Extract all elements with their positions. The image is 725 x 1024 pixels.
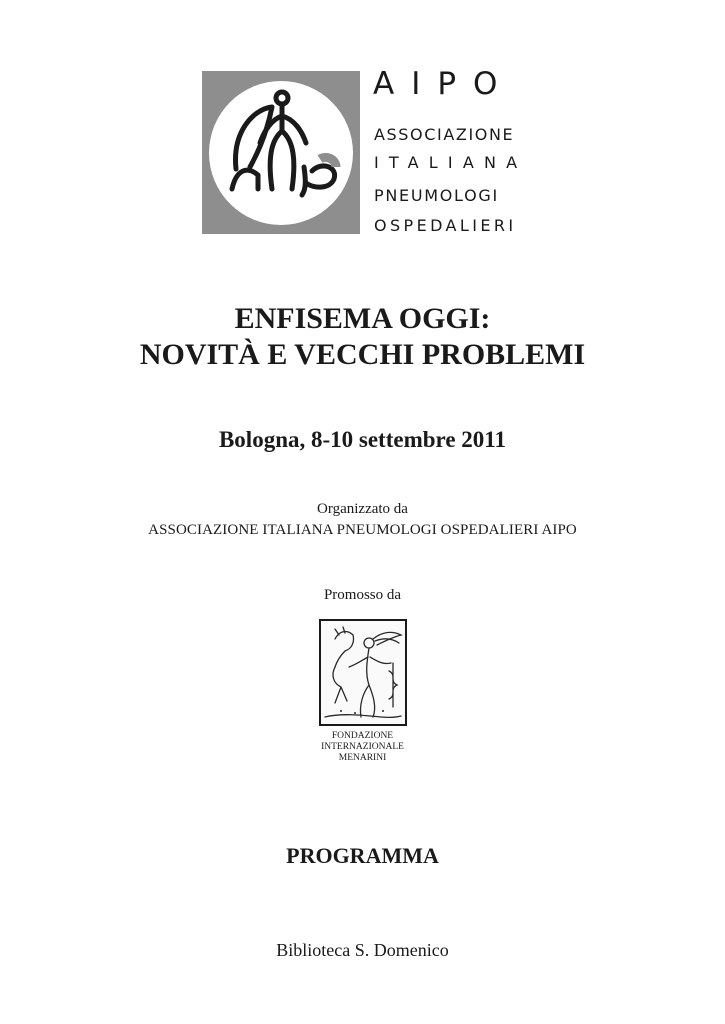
logo-line-1: ASSOCIAZIONE xyxy=(374,125,515,144)
promoter-line-3: MENARINI xyxy=(338,753,387,763)
logo-line-4: OSPEDALIERI xyxy=(374,216,517,235)
logo-acronym: AIPO xyxy=(373,66,515,102)
venue: Biblioteca S. Domenico xyxy=(276,940,449,960)
aipo-emblem-icon xyxy=(202,71,360,234)
organizer-name: ASSOCIAZIONE ITALIANA PNEUMOLOGI OSPEDALIERI AIPO xyxy=(148,522,577,538)
event-place-date: Bologna, 8-10 settembre 2011 xyxy=(218,427,507,452)
promoter-line-2: INTERNAZIONALE xyxy=(321,742,404,752)
organizer-label: Organizzato da xyxy=(317,501,408,517)
section-heading: PROGRAMMA xyxy=(286,843,439,868)
menarini-logo xyxy=(319,619,407,726)
aipo-logo xyxy=(202,71,360,234)
promoter-label: Promosso da xyxy=(323,587,402,603)
document-title-line-2: NOVITÀ E VECCHI PROBLEMI xyxy=(139,338,586,371)
logo-line-3: PNEUMOLOGI xyxy=(374,186,499,205)
logo-line-2: ITALIANA xyxy=(374,153,528,172)
promoter-line-1: FONDAZIONE xyxy=(331,731,394,741)
menarini-emblem-icon xyxy=(321,621,405,724)
document-title-line-1: ENFISEMA OGGI: xyxy=(234,302,491,335)
